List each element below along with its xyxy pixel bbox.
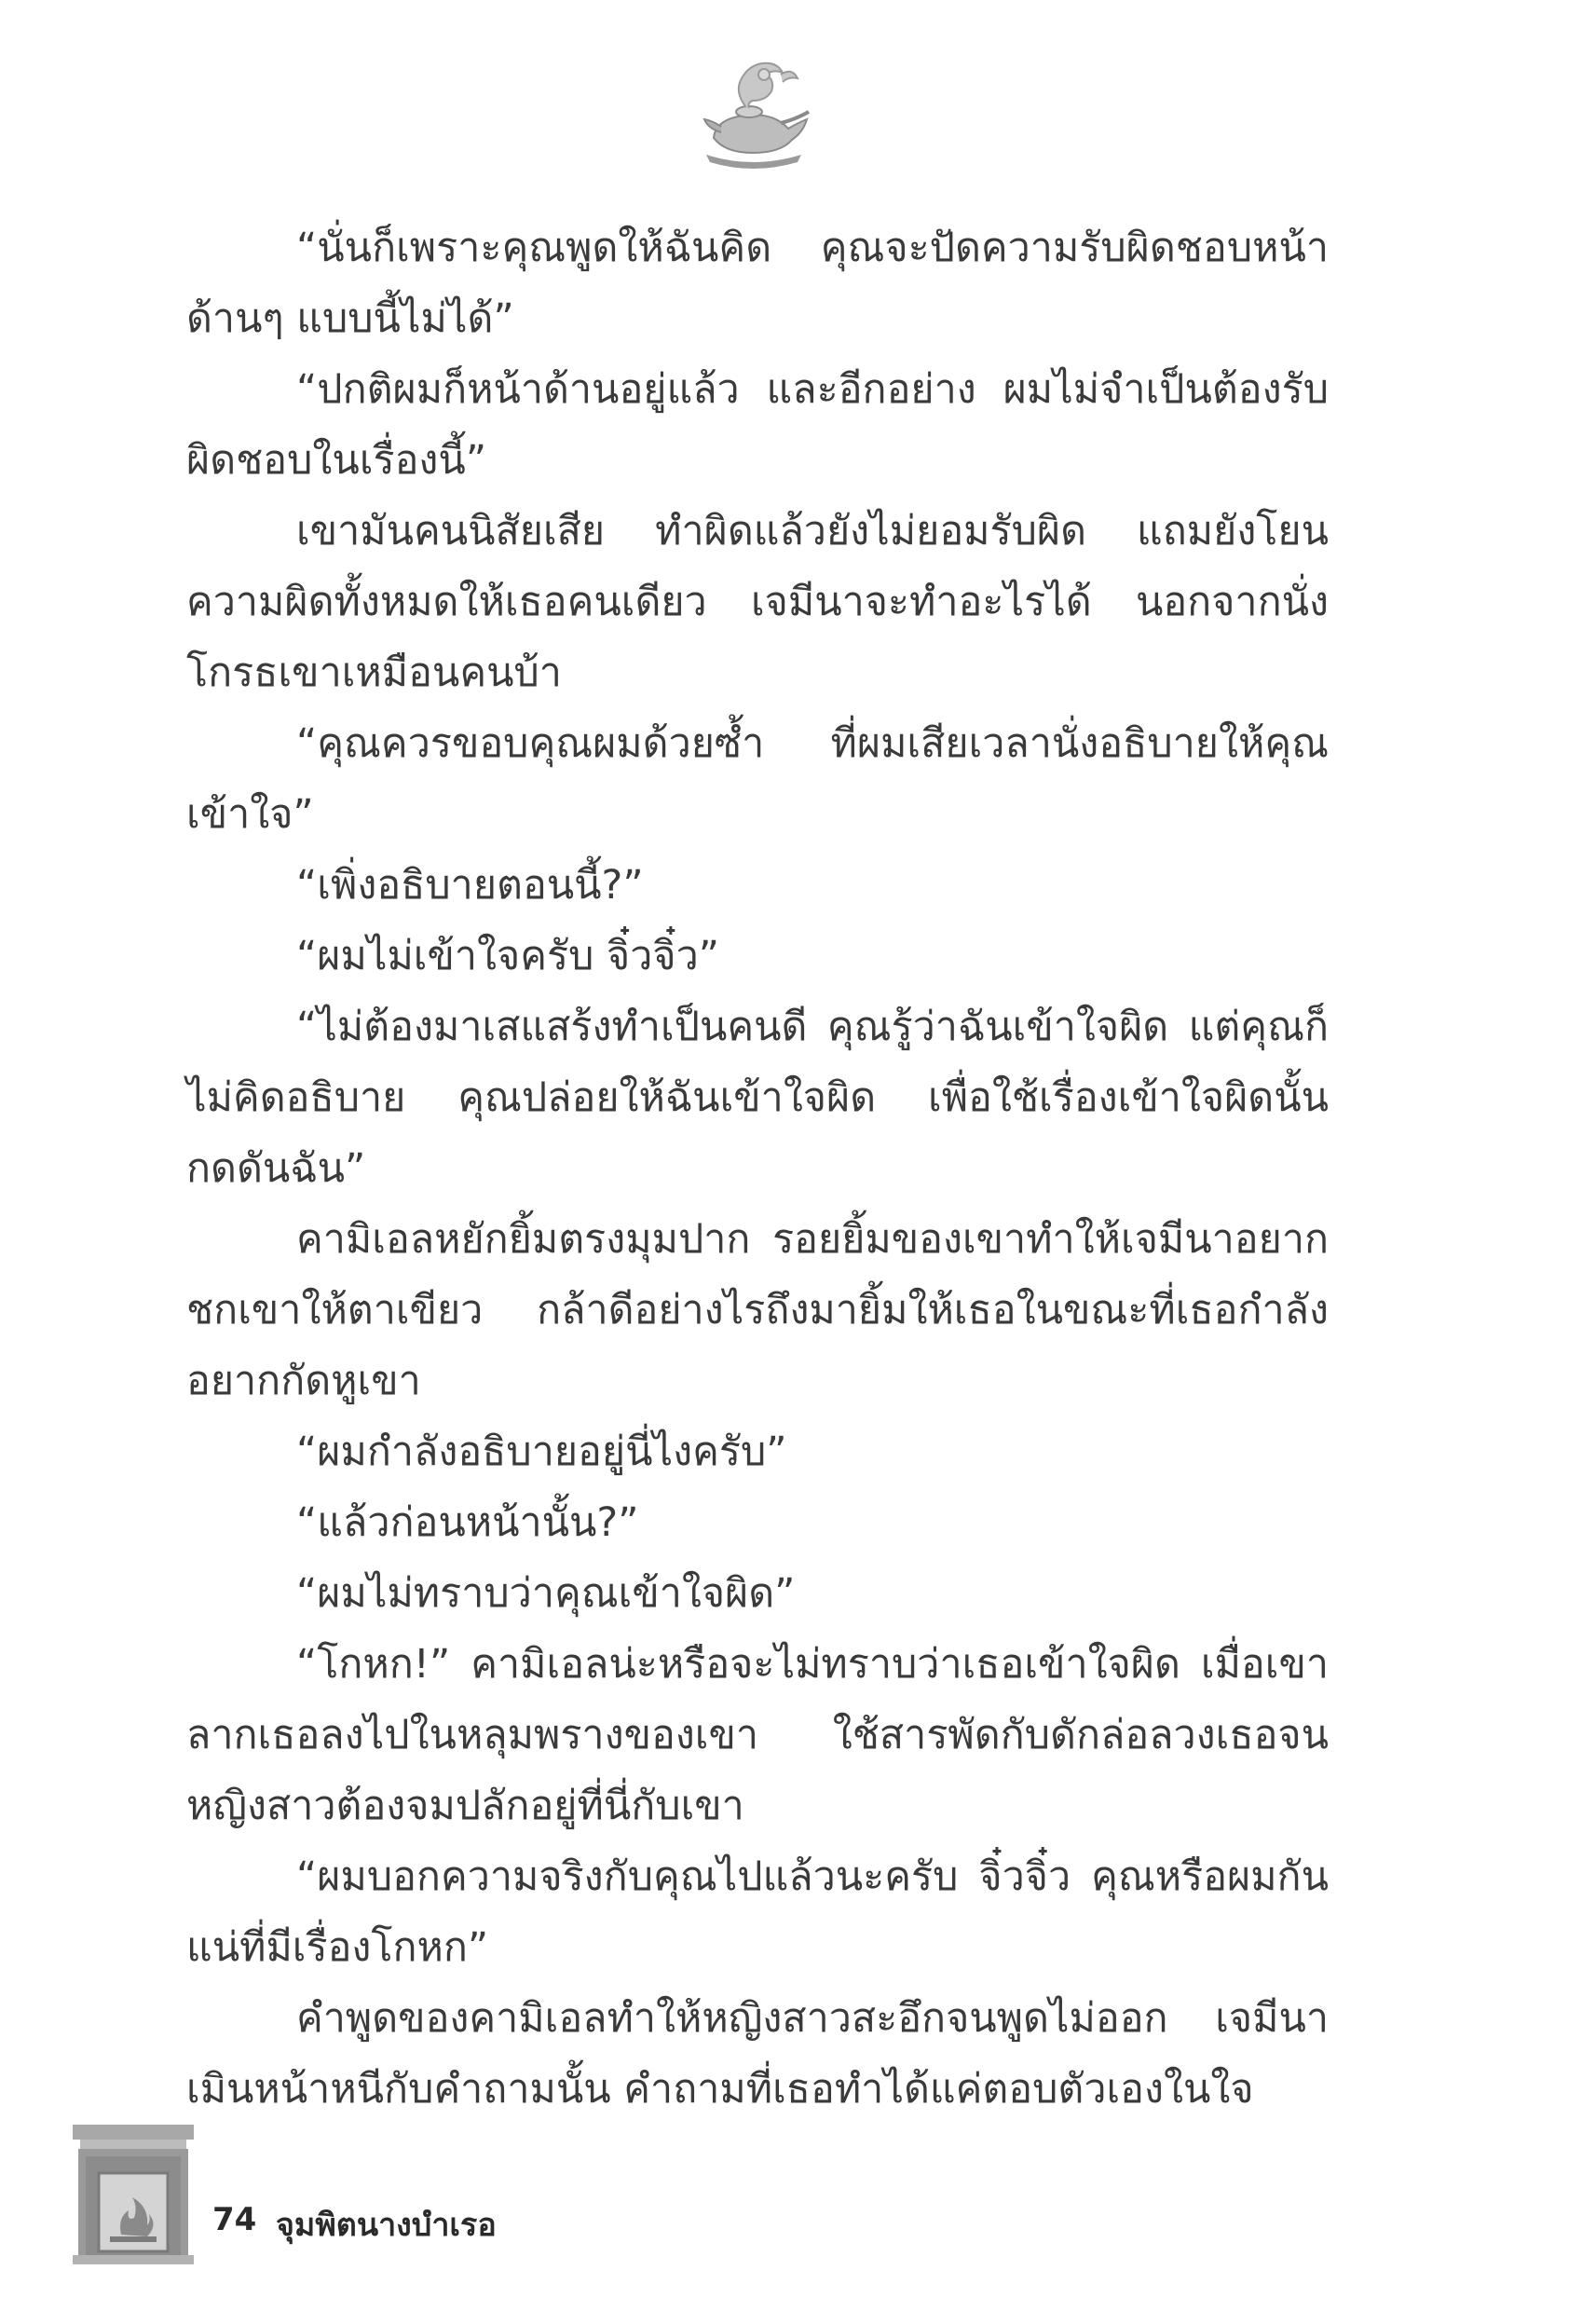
paragraph: “โกหก!” คามิเอลน่ะหรือจะไม่ทราบว่าเธอเข้าใจผิด เมื่อเขาลากเธอลงไปในหลุมพรางของเขา ใช้สารพัดกับดักล่อลวงเธอจนหญิงสาวต้องจมปลักอยู่ที่นี่กับเขา [186,1641,1329,1829]
body-text [186,212,1329,2125]
paragraph: “เพิ่งอธิบายตอนนี้?” [296,862,644,909]
paragraph: “แล้วก่อนหน้านั้น?” [296,1499,639,1546]
paragraph: คำพูดของคามิเอลทำให้หญิงสาวสะอึกจนพูดไม่ออก เจมีนาเมินหน้าหนีกับคำถามนั้น คำถามที่เธอทำได้แค่ตอบตัวเองในใจ [186,1995,1329,2113]
paragraph: “คุณควรขอบคุณผมด้วยซ้ำ ที่ผมเสียเวลานั่งอธิบายให้คุณเข้าใจ” [186,720,1329,838]
page-number: 74 [212,2201,257,2238]
paragraph: “ผมบอกความจริงกับคุณไปแล้วนะครับ จิ๋วจิ๋ว คุณหรือผมกันแน่ที่มีเรื่องโกหก” [186,1853,1329,1971]
paragraph: “ไม่ต้องมาเสแสร้งทำเป็นคนดี คุณรู้ว่าฉันเข้าใจผิด แต่คุณก็ไม่คิดอธิบาย คุณปล่อยให้ฉันเข้าใจผิด เพื่อใช้เรื่องเข้าใจผิดนั้นกดดันฉัน” [186,1004,1329,1192]
genie-lamp-icon [688,54,818,175]
fireplace-icon [73,2125,194,2264]
paragraph: “ผมไม่ทราบว่าคุณเข้าใจผิด” [296,1570,796,1617]
paragraph: “ปกติผมก็หน้าด้านอยู่แล้ว และอีกอย่าง ผมไม่จำเป็นต้องรับผิดชอบในเรื่องนี้” [186,366,1329,484]
paragraph: เขามันคนนิสัยเสีย ทำผิดแล้วยังไม่ยอมรับผิด แถมยังโยนความผิดทั้งหมดให้เธอคนเดียว เจมีนาจะทำอะไรได้ นอกจากนั่งโกรธเขาเหมือนคนบ้า [186,508,1329,696]
paragraph: คามิเอลหยักยิ้มตรงมุมปาก รอยยิ้มของเขาทำให้เจมีนาอยากชกเขาให้ตาเขียว กล้าดีอย่างไรถึงมายิ้มให้เธอในขณะที่เธอกำลังอยากกัดหูเขา [186,1216,1329,1404]
paragraph: “นั่นก็เพราะคุณพูดให้ฉันคิด คุณจะปัดความรับผิดชอบหน้าด้านๆ แบบนี้ไม่ได้” [186,225,1329,342]
book-title: จุมพิตนางบำเรอ [276,2207,497,2244]
paragraph: “ผมไม่เข้าใจครับ จิ๋วจิ๋ว” [296,933,719,979]
paragraph: “ผมกำลังอธิบายอยู่นี่ไงครับ” [296,1429,787,1475]
